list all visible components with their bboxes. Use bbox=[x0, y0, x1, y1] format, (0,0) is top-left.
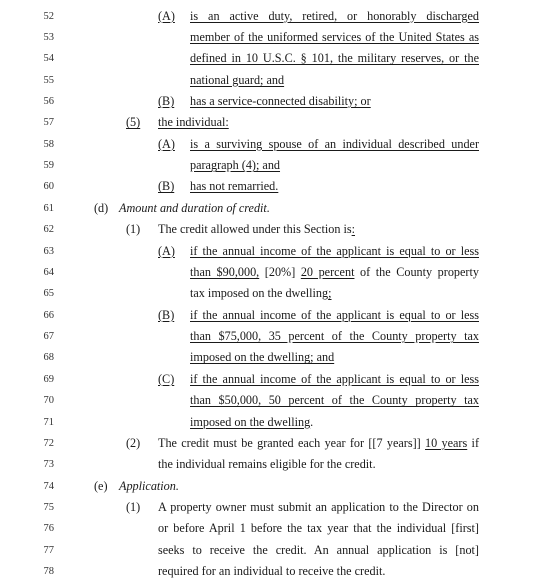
document-line bbox=[0, 91, 542, 112]
inserted-text: has not remarried. bbox=[190, 179, 279, 194]
line-text bbox=[158, 561, 385, 582]
line-text bbox=[190, 155, 280, 176]
line-number: 69 bbox=[43, 373, 54, 385]
document-line bbox=[0, 326, 542, 347]
line-text bbox=[190, 70, 284, 91]
inserted-text: member of the uniformed services of the United States as bbox=[190, 29, 479, 44]
inserted-text: if the annual income of the applicant is equal to or less bbox=[190, 371, 479, 386]
document-line bbox=[0, 540, 542, 561]
line-number: 62 bbox=[43, 224, 54, 236]
inserted-text: 20 percent bbox=[300, 264, 355, 279]
enumeration-label: (A) bbox=[158, 8, 175, 23]
line-number: 57 bbox=[43, 117, 54, 129]
section-heading: Application. bbox=[119, 478, 179, 493]
enumeration-label: (A) bbox=[158, 136, 175, 151]
document-line bbox=[0, 476, 542, 497]
line-number: 67 bbox=[43, 331, 54, 343]
line-number: 77 bbox=[43, 544, 54, 556]
enumeration-label: (e) bbox=[94, 478, 108, 493]
line-number: 64 bbox=[43, 266, 54, 278]
line-number: 70 bbox=[43, 395, 54, 407]
line-number: 78 bbox=[43, 566, 54, 578]
enumeration-label: (d) bbox=[94, 200, 109, 215]
enumeration-label: (1) bbox=[126, 500, 141, 514]
line-text bbox=[158, 540, 479, 561]
line-text bbox=[158, 518, 479, 539]
inserted-text: imposed on the dwelling bbox=[190, 414, 311, 429]
inserted-text: than $90,000, bbox=[190, 264, 260, 279]
line-number: 68 bbox=[43, 352, 54, 364]
line-text bbox=[190, 412, 313, 433]
text-run: seeks to receive the credit. An annual application is [not] bbox=[158, 542, 479, 557]
line-text bbox=[190, 134, 479, 155]
document-line bbox=[0, 262, 542, 283]
document-line bbox=[0, 347, 542, 368]
text-run: the individual remains eligible for the credit. bbox=[158, 457, 376, 472]
inserted-text: 10 years bbox=[425, 435, 468, 450]
line-number: 58 bbox=[43, 138, 54, 150]
line-text bbox=[190, 91, 371, 112]
line-number: 74 bbox=[43, 480, 54, 492]
line-text bbox=[190, 48, 479, 69]
line-number: 71 bbox=[43, 416, 54, 428]
section-heading: Amount and duration of credit. bbox=[119, 200, 270, 215]
line-number: 72 bbox=[43, 437, 54, 449]
enumeration-label: (C) bbox=[158, 371, 175, 386]
text-run: [20%] bbox=[259, 264, 301, 279]
line-number: 76 bbox=[43, 523, 54, 535]
inserted-text: ; bbox=[328, 286, 332, 301]
document-line bbox=[0, 6, 542, 27]
line-number: 66 bbox=[43, 309, 54, 321]
line-number: 63 bbox=[43, 245, 54, 257]
line-text bbox=[190, 326, 479, 347]
document-line bbox=[0, 390, 542, 411]
line-number: 59 bbox=[43, 160, 54, 172]
enumeration-label: (2) bbox=[126, 435, 141, 450]
line-text bbox=[190, 283, 332, 304]
text-run: required for an individual to receive the credit. bbox=[158, 564, 386, 579]
line-number: 73 bbox=[43, 459, 54, 471]
text-run: tax imposed on the dwelling bbox=[190, 286, 329, 301]
line-text bbox=[158, 112, 229, 133]
document-line bbox=[0, 433, 542, 454]
line-number: 65 bbox=[43, 288, 54, 300]
document-line bbox=[0, 241, 542, 262]
enumeration-label: (A) bbox=[158, 243, 175, 258]
text-run: of the County property bbox=[354, 264, 479, 279]
document-line bbox=[0, 155, 542, 176]
line-text bbox=[158, 454, 376, 475]
document-line bbox=[0, 112, 542, 133]
text-run: . bbox=[310, 414, 314, 429]
enumeration-label: (B) bbox=[158, 93, 175, 108]
line-text bbox=[119, 476, 179, 497]
inserted-text: paragraph (4); and bbox=[190, 158, 281, 173]
inserted-text: has a service-connected disability; or bbox=[190, 93, 371, 108]
text-run: The credit allowed under this Section is bbox=[158, 222, 352, 237]
text-run: The credit must be granted each year for [[7 years]] bbox=[158, 435, 426, 450]
inserted-text: imposed on the dwelling; and bbox=[190, 350, 335, 365]
document-line bbox=[0, 176, 542, 197]
line-number: 52 bbox=[43, 10, 54, 22]
inserted-text: than $75,000, 35 percent of the County property tax bbox=[190, 329, 479, 344]
document-line bbox=[0, 219, 542, 240]
document-line bbox=[0, 497, 542, 518]
document-line bbox=[0, 369, 542, 390]
line-text bbox=[190, 176, 278, 197]
inserted-text: than $50,000, 50 percent of the County property tax bbox=[190, 393, 479, 408]
line-number: 60 bbox=[43, 181, 54, 193]
document-line bbox=[0, 283, 542, 304]
enumeration-label: (1) bbox=[126, 222, 141, 237]
line-text bbox=[119, 198, 270, 219]
line-text bbox=[190, 27, 479, 48]
enumeration-label: (B) bbox=[158, 179, 175, 194]
line-text bbox=[190, 6, 479, 27]
document-line bbox=[0, 198, 542, 219]
line-text bbox=[190, 347, 334, 368]
document-line bbox=[0, 305, 542, 326]
document-line bbox=[0, 412, 542, 433]
line-number: 54 bbox=[43, 53, 54, 65]
line-number: 56 bbox=[43, 95, 54, 107]
document-line bbox=[0, 561, 542, 582]
document-line bbox=[0, 454, 542, 475]
line-number: 75 bbox=[43, 502, 54, 513]
inserted-text: is a surviving spouse of an individual described under bbox=[190, 136, 479, 151]
inserted-text: if the annual income of the applicant is equal to or less bbox=[190, 243, 479, 258]
text-run: if bbox=[467, 435, 479, 450]
document-line bbox=[0, 134, 542, 155]
text-run: A property owner must submit an application to the Director on bbox=[158, 500, 479, 514]
document-line bbox=[0, 27, 542, 48]
line-text bbox=[190, 305, 479, 326]
text-run: or before April 1 before the tax year that the individual [first] bbox=[158, 521, 479, 536]
document-line bbox=[0, 70, 542, 91]
line-text bbox=[158, 497, 479, 518]
line-text bbox=[158, 433, 479, 454]
inserted-text: is an active duty, retired, or honorably discharged bbox=[190, 8, 479, 23]
line-text bbox=[158, 219, 355, 240]
inserted-text: if the annual income of the applicant is equal to or less bbox=[190, 307, 479, 322]
line-text bbox=[190, 241, 479, 262]
line-number: 61 bbox=[43, 202, 54, 214]
line-text bbox=[190, 390, 479, 411]
enumeration-label: (5) bbox=[126, 115, 141, 130]
inserted-text: defined in 10 U.S.C. § 101, the military reserves, or the bbox=[190, 51, 479, 66]
line-text bbox=[190, 369, 479, 390]
document-line bbox=[0, 518, 542, 539]
document-line bbox=[0, 48, 542, 69]
line-text bbox=[190, 262, 479, 283]
inserted-text: : bbox=[351, 222, 355, 237]
inserted-text: national guard; and bbox=[190, 72, 285, 87]
line-number: 53 bbox=[43, 31, 54, 43]
line-number: 55 bbox=[43, 74, 54, 86]
enumeration-label: (B) bbox=[158, 307, 175, 322]
inserted-text: the individual: bbox=[158, 115, 229, 130]
